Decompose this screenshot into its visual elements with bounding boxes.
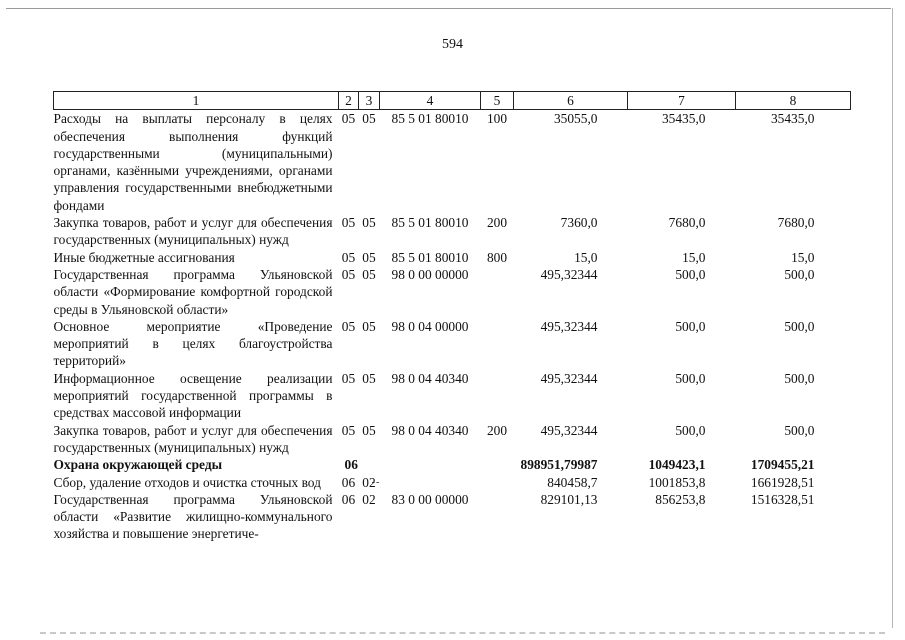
row-name: Закупка товаров, работ и услуг для обеспечения государственных (муниципальных) нужд (53, 215, 333, 248)
row-section: 05 (341, 111, 356, 127)
table-row (54, 266, 851, 318)
row-target-article (380, 456, 481, 473)
row-value-col8: 35435,0 (770, 111, 815, 127)
row-value-col8: 500,0 (784, 266, 815, 282)
row-section: 05 (341, 422, 356, 438)
table-row (54, 474, 851, 491)
row-subsection: 05 (362, 249, 376, 265)
row-name: Охрана окружающей среды (53, 457, 223, 473)
table-row (54, 249, 851, 266)
row-value-col6: 840458,7 (547, 474, 598, 490)
header-col-3: 3 (359, 92, 380, 110)
row-subsection: 05 (362, 215, 376, 231)
header-col-8: 8 (736, 92, 851, 110)
row-value-col7: 500,0 (675, 422, 706, 438)
header-row (54, 92, 851, 110)
row-target-article: 98 0 04 00000 (391, 318, 469, 334)
row-expense-type: 100 (486, 111, 508, 127)
row-section: 06 (344, 457, 358, 473)
row-section: 05 (341, 215, 356, 231)
table-row (54, 110, 851, 214)
row-name: Сбор, удаление отходов и очистка сточных вод (54, 474, 339, 491)
row-expense-type: 800 (486, 249, 508, 265)
row-subsection: 05 (362, 318, 376, 334)
table-row (54, 318, 851, 370)
row-target-article: 85 5 01 80010 (391, 249, 469, 265)
table-row (54, 422, 851, 457)
row-name: Закупка товаров, работ и услуг для обеспечения государственных (муниципальных) нужд (53, 422, 333, 455)
row-subsection: 05 (362, 266, 376, 282)
row-value-col6: 829101,13 (540, 491, 598, 507)
row-subsection: 02 (362, 474, 376, 490)
row-value-col7: 856253,8 (655, 491, 706, 507)
row-value-col6: 495,32344 (540, 370, 598, 386)
table-row (54, 491, 851, 543)
row-value-col6: 35055,0 (553, 111, 598, 127)
row-value-col8: 1661928,51 (750, 474, 815, 490)
row-section: 05 (341, 249, 356, 265)
header-col-5: 5 (481, 92, 514, 110)
row-value-col7: 500,0 (675, 266, 706, 282)
row-section: 05 (341, 370, 356, 386)
row-value-col8: 500,0 (784, 370, 815, 386)
row-name: Основное мероприятие «Проведение мероприятий в целях благоустройства территорий» (53, 318, 333, 369)
table-row (54, 214, 851, 249)
budget-table (53, 91, 851, 543)
row-section: 05 (341, 318, 356, 334)
row-expense-type (481, 474, 514, 491)
row-subsection: 05 (362, 422, 376, 438)
header-col-7: 7 (628, 92, 736, 110)
row-value-col7: 15,0 (682, 249, 706, 265)
row-value-col6: 495,32344 (540, 266, 598, 282)
row-expense-type: 200 (486, 422, 508, 438)
row-value-col6: 495,32344 (540, 422, 598, 438)
row-value-col6: 495,32344 (540, 318, 598, 334)
row-name: Иные бюджетные ассигнования (53, 249, 235, 265)
row-target-article: 85 5 01 80010 (391, 215, 469, 231)
row-target-article (380, 474, 481, 491)
row-name: Информационное освещение реализации мероприятий государственной программы в средствах массовой информации (53, 370, 333, 421)
row-expense-type (481, 491, 514, 543)
row-expense-type (481, 456, 514, 473)
row-section: 06 (341, 474, 356, 490)
row-subsection: 02 (362, 491, 376, 507)
row-value-col7: 500,0 (675, 370, 706, 386)
row-value-col6: 7360,0 (560, 215, 598, 231)
row-value-col7: 1049423,1 (648, 457, 706, 473)
table-body (54, 110, 851, 543)
header-col-2: 2 (339, 92, 359, 110)
row-value-col7: 1001853,8 (648, 474, 706, 490)
row-target-article: 83 0 00 00000 (391, 491, 469, 507)
row-expense-type (481, 318, 514, 370)
row-value-col8: 1709455,21 (750, 457, 815, 473)
row-subsection: 05 (362, 111, 376, 127)
header-col-1: 1 (54, 92, 339, 110)
row-expense-type (481, 266, 514, 318)
page-number: 594 (442, 37, 463, 52)
row-value-col8: 500,0 (784, 422, 815, 438)
row-value-col8: 1516328,51 (750, 491, 815, 507)
row-expense-type (481, 370, 514, 422)
row-value-col7: 500,0 (675, 318, 706, 334)
header-col-6: 6 (514, 92, 628, 110)
scan-edge-top (6, 8, 891, 9)
row-expense-type: 200 (486, 215, 508, 231)
row-target-article: 98 0 04 40340 (391, 370, 469, 386)
row-target-article: 85 5 01 80010 (391, 111, 469, 127)
row-value-col8: 7680,0 (777, 215, 815, 231)
header-col-4: 4 (380, 92, 481, 110)
scan-edge-bottom (40, 632, 885, 634)
row-name: Государственная программа Ульяновской области «Формирование комфортной городской среды в Ульяновской области» (53, 266, 333, 317)
row-subsection (359, 456, 380, 473)
row-subsection: 05 (362, 370, 376, 386)
row-target-article: 98 0 00 00000 (391, 266, 469, 282)
row-value-col7: 7680,0 (668, 215, 706, 231)
table-row (54, 370, 851, 422)
row-name: Расходы на выплаты персоналу в целях обеспечения выполнения функций государственными (муниципальными) органами, казёнными учреждениями, органами управления государственными внебюджетными фондами (53, 111, 333, 213)
row-value-col7: 35435,0 (661, 111, 706, 127)
row-value-col6: 15,0 (574, 249, 598, 265)
scan-edge-right (892, 8, 893, 628)
row-value-col8: 15,0 (791, 249, 815, 265)
row-name: Государственная программа Ульяновской области «Развитие жилищно-коммунального хозяйства и повышение энергетиче- (53, 491, 333, 542)
row-target-article: 98 0 04 40340 (391, 422, 469, 438)
row-value-col6: 898951,79987 (520, 457, 598, 473)
row-section: 05 (341, 266, 356, 282)
row-value-col8: 500,0 (784, 318, 815, 334)
table-row (54, 456, 851, 473)
row-section: 06 (341, 491, 356, 507)
